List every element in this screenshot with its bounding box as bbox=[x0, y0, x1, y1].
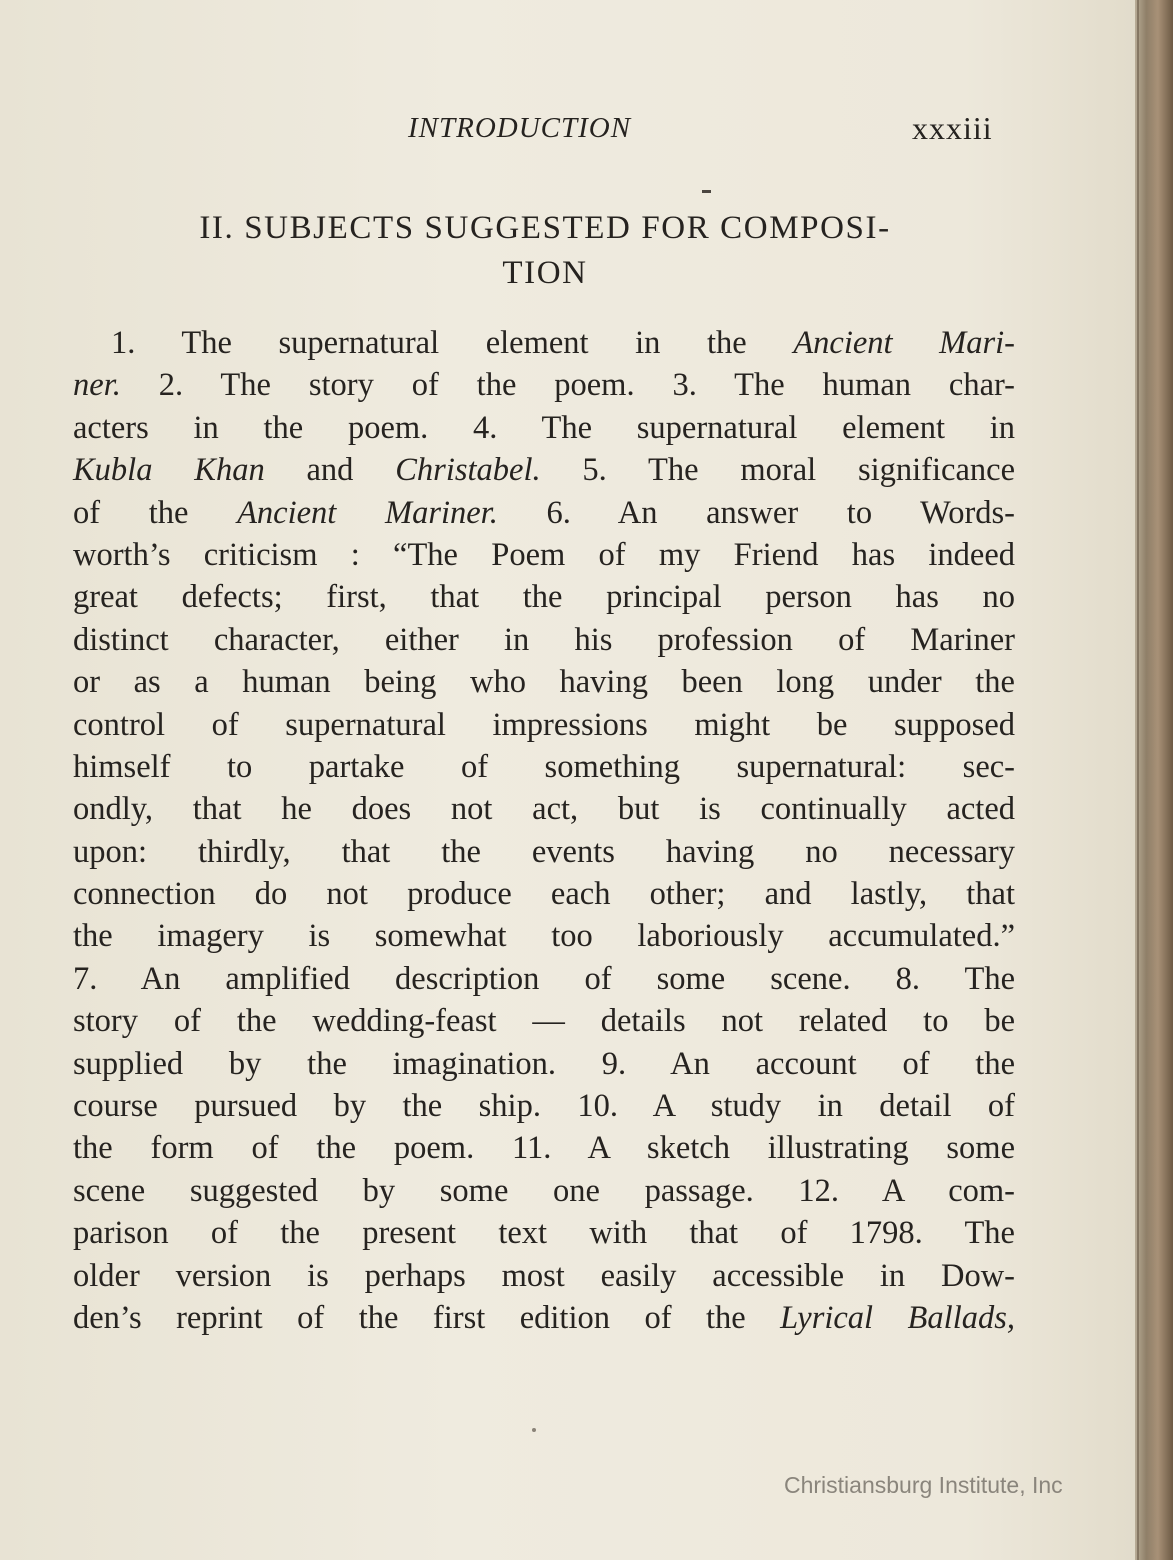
section-heading bbox=[75, 206, 1015, 296]
running-title: INTRODUCTION bbox=[408, 112, 632, 144]
text-line: story of the wedding-feast — details not related to be bbox=[73, 1003, 1015, 1040]
text-line: the form of the poem. 11. A sketch illustrating some bbox=[73, 1130, 1015, 1167]
text-line: control of supernatural impressions might be supposed bbox=[73, 706, 1015, 743]
text-line: parison of the present text with that of 1798. The bbox=[73, 1215, 1015, 1252]
paper-speck bbox=[532, 1428, 536, 1432]
text-line: upon: thirdly, that the events having no necessary bbox=[73, 833, 1015, 870]
body-text bbox=[73, 322, 1015, 1339]
watermark: Christiansburg Institute, Inc bbox=[784, 1472, 1063, 1498]
text-line: great defects; first, that the principal person has no bbox=[73, 579, 1015, 616]
text-line: older version is perhaps most easily accessible in Dow- bbox=[73, 1257, 1015, 1294]
text-line: supplied by the imagination. 9. An account of the bbox=[73, 1045, 1015, 1082]
text-line: the imagery is somewhat too laboriously accumulated.” bbox=[73, 918, 1015, 955]
print-mark bbox=[702, 190, 711, 193]
text-line: distinct character, either in his profession of Mariner bbox=[73, 621, 1015, 658]
text-line: ner. 2. The story of the poem. 3. The human char- bbox=[73, 367, 1015, 404]
text-line: 1. The supernatural element in the Ancient Mari- bbox=[111, 325, 1015, 361]
text-line: den’s reprint of the first edition of the Lyrical Ballads, bbox=[73, 1299, 1015, 1336]
text-line: course pursued by the ship. 10. A study in detail of bbox=[73, 1088, 1015, 1125]
text-line: himself to partake of something supernatural: sec- bbox=[73, 748, 1015, 785]
text-line: connection do not produce each other; and lastly, that bbox=[73, 876, 1015, 913]
text-line: 7. An amplified description of some scene. 8. The bbox=[73, 960, 1015, 997]
running-head bbox=[0, 112, 1135, 156]
text-line: of the Ancient Mariner. 6. An answer to Words- bbox=[73, 494, 1015, 531]
text-line: scene suggested by some one passage. 12. A com- bbox=[73, 1172, 1015, 1209]
text-line: or as a human being who having been long under the bbox=[73, 664, 1015, 701]
text-line: ondly, that he does not act, but is continually acted bbox=[73, 791, 1015, 828]
page-number: xxxiii bbox=[912, 110, 993, 146]
page-edge-line bbox=[1137, 0, 1139, 1560]
text-line: Kubla Khan and Christabel. 5. The moral significance bbox=[73, 452, 1015, 489]
text-line: worth’s criticism : “The Poem of my Friend has indeed bbox=[73, 536, 1015, 573]
section-heading-line-1: II. SUBJECTS SUGGESTED FOR COMPOSI- bbox=[199, 210, 891, 246]
book-binding-edge bbox=[1135, 0, 1173, 1560]
section-heading-line-2: TION bbox=[502, 255, 588, 291]
text-line: acters in the poem. 4. The supernatural element in bbox=[73, 409, 1015, 446]
